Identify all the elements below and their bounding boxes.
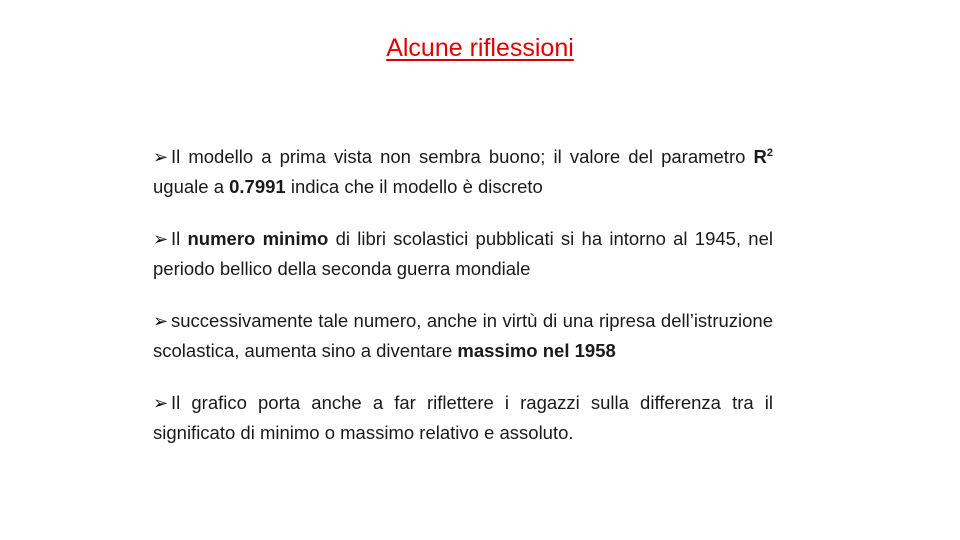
bullet-bold-text: R (753, 146, 767, 167)
bullet-text: Il (171, 228, 188, 249)
slide-title (0, 30, 960, 66)
bullet-item-reflection (153, 388, 773, 447)
bullet-text: uguale a (153, 176, 230, 197)
arrow-right-icon: ➢ (153, 229, 169, 249)
bullet-text: indica che il modello è discreto (285, 176, 543, 197)
bullet-bold-text: numero minimo (187, 228, 329, 249)
superscript-text: 2 (766, 147, 773, 159)
bullet-item-maximum (153, 306, 773, 365)
arrow-right-icon: ➢ (153, 393, 169, 413)
bullet-text: Il modello a prima vista non sembra buono; il valore del parametro (171, 146, 754, 167)
bullet-text: di libri scolastici pubblicati si ha intorno al 1945, nel periodo bellico della seconda guerra mondiale (153, 228, 773, 279)
bullet-bold-text: massimo nel 1958 (457, 340, 616, 361)
bullet-list (153, 142, 773, 470)
bullet-item-minimum (153, 224, 773, 283)
arrow-right-icon: ➢ (153, 311, 169, 331)
slide-title-text: Alcune riflessioni (386, 34, 574, 62)
bullet-text: Il grafico porta anche a far riflettere i ragazzi sulla differenza tra il significato di minimo o massimo relativo e assoluto. (153, 392, 773, 443)
bullet-bold-text: 0.7991 (229, 176, 286, 197)
bullet-text: successivamente tale numero, anche in virtù di una ripresa dell’istruzione scolastica, aumenta sino a diventare (153, 310, 773, 361)
arrow-right-icon: ➢ (153, 147, 169, 167)
bullet-item-r-squared (153, 142, 773, 201)
